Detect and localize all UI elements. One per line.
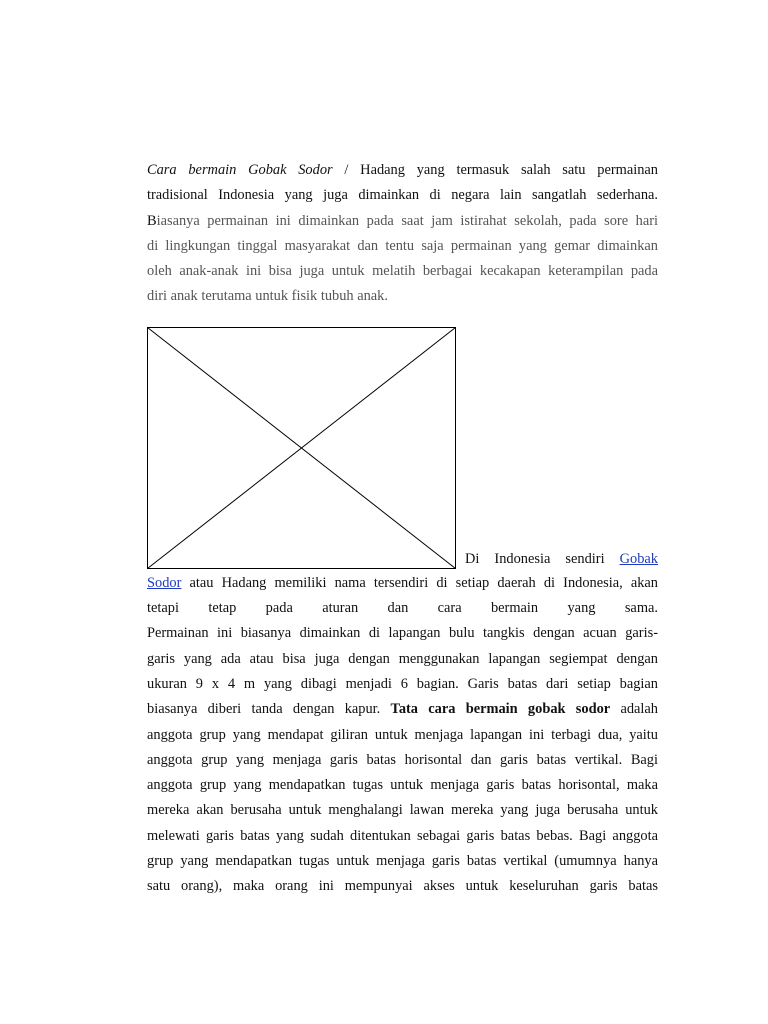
body-line-13: satu orang), maka orang ini mempunyai akses untuk keseluruhan garis batas <box>147 878 658 895</box>
document-page <box>147 158 658 900</box>
body-line-6-pre: biasanya diberi tanda dengan kapur. <box>147 701 391 718</box>
body-paragraph <box>147 571 658 900</box>
intro-paragraph <box>147 158 658 310</box>
body-line-9: anggota grup yang mendapatkan tugas untuk menjaga garis batas horisontal, maka <box>147 777 658 794</box>
body-line-5: ukuran 9 x 4 m yang dibagi menjadi 6 bagian. Garis batas dari setiap bagian <box>147 675 658 692</box>
image-row <box>147 327 658 571</box>
body-line-6 <box>147 697 658 722</box>
title-italic: Cara bermain Gobak Sodor <box>147 162 333 178</box>
body-line-1-text: atau Hadang memiliki nama tersendiri di setiap daerah di Indonesia, akan <box>181 574 658 591</box>
intro-line-5: oleh anak-anak ini bisa juga untuk melatih berbagai kecakapan keterampilan pada <box>147 263 658 280</box>
body-line-3: Permainan ini biasanya dimainkan di lapangan bulu tangkis dengan acuan garis- <box>147 625 658 642</box>
body-line-7: anggota grup yang mendapat giliran untuk menjaga lapangan ini terbagi dua, yaitu <box>147 726 658 743</box>
intro-line-6: diri anak terutama untuk fisik tubuh anak. <box>147 288 388 305</box>
intro-line-3 <box>147 209 658 234</box>
intro-line-4: di lingkungan tinggal masyarakat dan tentu saja permainan yang gemar dimainkan <box>147 237 658 254</box>
body-line-1 <box>147 571 658 596</box>
body-line-4: garis yang ada atau bisa juga dengan menggunakan lapangan segiempat dengan <box>147 650 658 667</box>
bold-phrase: Tata cara bermain gobak sodor <box>390 701 611 718</box>
gobak-link-part2[interactable]: Sodor <box>147 574 182 591</box>
intro-line-1 <box>147 158 658 183</box>
body-line-6-post: adalah <box>610 701 658 718</box>
body-line-2: tetapi tetap pada aturan dan cara bermain yang sama. <box>147 600 658 617</box>
intro-line-3-initial: B <box>147 212 157 229</box>
intro-line-1-text: / Hadang yang termasuk salah satu permainan <box>332 162 658 178</box>
body-line-0 <box>465 547 658 572</box>
trail-text: Di Indonesia sendiri <box>465 551 620 568</box>
body-line-12: grup yang mendapatkan tugas untuk menjaga garis batas vertikal (umumnya hanya <box>147 853 658 870</box>
body-line-8: anggota grup yang menjaga garis batas horisontal dan garis batas vertikal. Bagi <box>147 751 658 768</box>
body-line-11: melewati garis batas yang sudah ditentukan sebagai garis batas bebas. Bagi anggota <box>147 827 658 844</box>
broken-image-placeholder-icon <box>147 327 456 569</box>
gobak-link-part1[interactable]: Gobak <box>619 551 658 568</box>
body-line-10: mereka akan berusaha untuk menghalangi lawan mereka yang juga berusaha untuk <box>147 802 658 819</box>
intro-line-3-text: iasanya permainan ini dimainkan pada saat jam istirahat sekolah, pada sore hari <box>156 212 658 229</box>
intro-line-2: tradisional Indonesia yang juga dimainkan di negara lain sangatlah sederhana. <box>147 187 658 204</box>
